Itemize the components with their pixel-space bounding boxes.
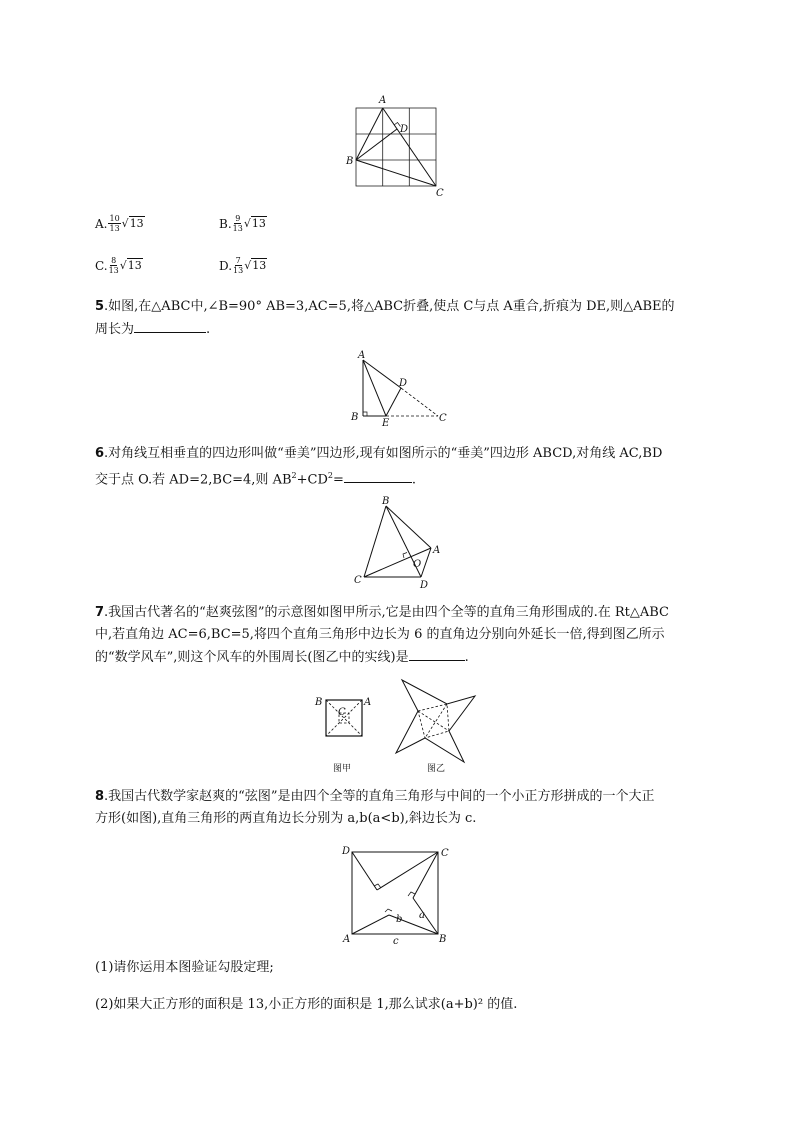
q8-label-c: C: [441, 848, 449, 859]
sqrt: √13: [243, 217, 266, 230]
q5-label-b: B: [351, 412, 359, 423]
q4-label-a: A: [379, 95, 387, 106]
sqrt: √13: [121, 217, 144, 230]
q8-figure: [340, 842, 455, 950]
q8-text: 8.我国古代数学家赵爽的“弦图”是由四个全等的直角三角形与中间的一个小正方形拼成的一个大正 方形(如图),直角三角形的两直角边长分别为 a,b(a<b),斜边长为 c.: [95, 789, 655, 826]
q6-figure: [345, 495, 450, 593]
q4-option-a[interactable]: A. $\frac{10}{13}$ √13: [95, 214, 144, 233]
q7-figure-right: [392, 676, 482, 780]
q6-label-d: D: [420, 580, 429, 591]
q6-label-a: A: [433, 545, 441, 556]
answer-blank[interactable]: [409, 646, 465, 661]
q7-caption-right: 图乙: [427, 764, 446, 774]
q4-figure: [340, 92, 450, 200]
sqrt: √13: [119, 259, 142, 272]
q4-option-c[interactable]: C. $\frac{8}{13}$ √13: [95, 256, 142, 275]
q5-text: 5.如图,在△ABC中,∠B=90° AB=3,AC=5,将△ABC折叠,使点 C与点 A重合,折痕为 DE,则△ABE的 周长为 .: [95, 299, 675, 337]
q7-label-c: C: [338, 707, 346, 718]
fraction: $\frac{7}{13}$: [233, 256, 244, 275]
q8-label-side-b: b: [396, 914, 403, 925]
q4-label-d: D: [400, 124, 409, 135]
q7-text: 7.我国古代著名的“赵爽弦图”的示意图如图甲所示,它是由四个全等的直角三角形围成的.在 Rt△ABC 中,若直角边 AC=6,BC=5,将四个直角三角形中边长为 6 的直角边分别向外延长一倍,得到图乙所示 的“数学风车”,则这个风车的外围周长(图乙中的实线)是 .: [95, 605, 670, 665]
q8-label-side-a: a: [419, 910, 425, 921]
q5-label-a: A: [358, 350, 366, 361]
answer-blank[interactable]: [134, 318, 206, 333]
answer-blank[interactable]: [344, 468, 412, 483]
q8-part1: (1)请你运用本图验证勾股定理;: [95, 960, 274, 975]
q6-label-c: C: [354, 575, 362, 586]
q7-label-a: A: [364, 697, 372, 708]
q6-text: 6.对角线互相垂直的四边形叫做“垂美”四边形,现有如图所示的“垂美”四边形 ABCD,对角线 AC,BD 交于点 O.若 AD=2,BC=4,则 $AB^2+CD^2=$ .: [95, 446, 663, 488]
q8-label-b: B: [439, 934, 447, 945]
q4-label-b: B: [346, 156, 354, 167]
sqrt: √13: [244, 259, 267, 272]
q7-label-b: B: [315, 697, 323, 708]
fraction: $\frac{10}{13}$: [109, 214, 120, 233]
q8-label-side-c: c: [393, 936, 399, 947]
q5-label-d: D: [399, 378, 408, 389]
q7-figure-left: [312, 690, 382, 780]
q6-label-b: B: [382, 496, 390, 507]
q5-label-c: C: [439, 413, 447, 424]
q6-label-o: O: [413, 559, 422, 570]
q5-label-e: E: [382, 418, 390, 426]
q4-option-d[interactable]: D. $\frac{7}{13}$ √13: [219, 256, 267, 275]
q8-label-a: A: [343, 934, 351, 945]
fraction: $\frac{8}{13}$: [108, 256, 119, 275]
fraction: $\frac{9}{13}$: [232, 214, 243, 233]
q8-label-d: D: [342, 846, 351, 857]
q7-caption-left: 图甲: [333, 764, 352, 774]
q8-part2: (2)如果大正方形的面积是 13,小正方形的面积是 1,那么试求(a+b)² 的值.: [95, 997, 518, 1012]
q4-label-c: C: [436, 188, 444, 199]
q5-figure: [350, 348, 450, 426]
q4-option-b[interactable]: B. $\frac{9}{13}$ √13: [219, 214, 266, 233]
